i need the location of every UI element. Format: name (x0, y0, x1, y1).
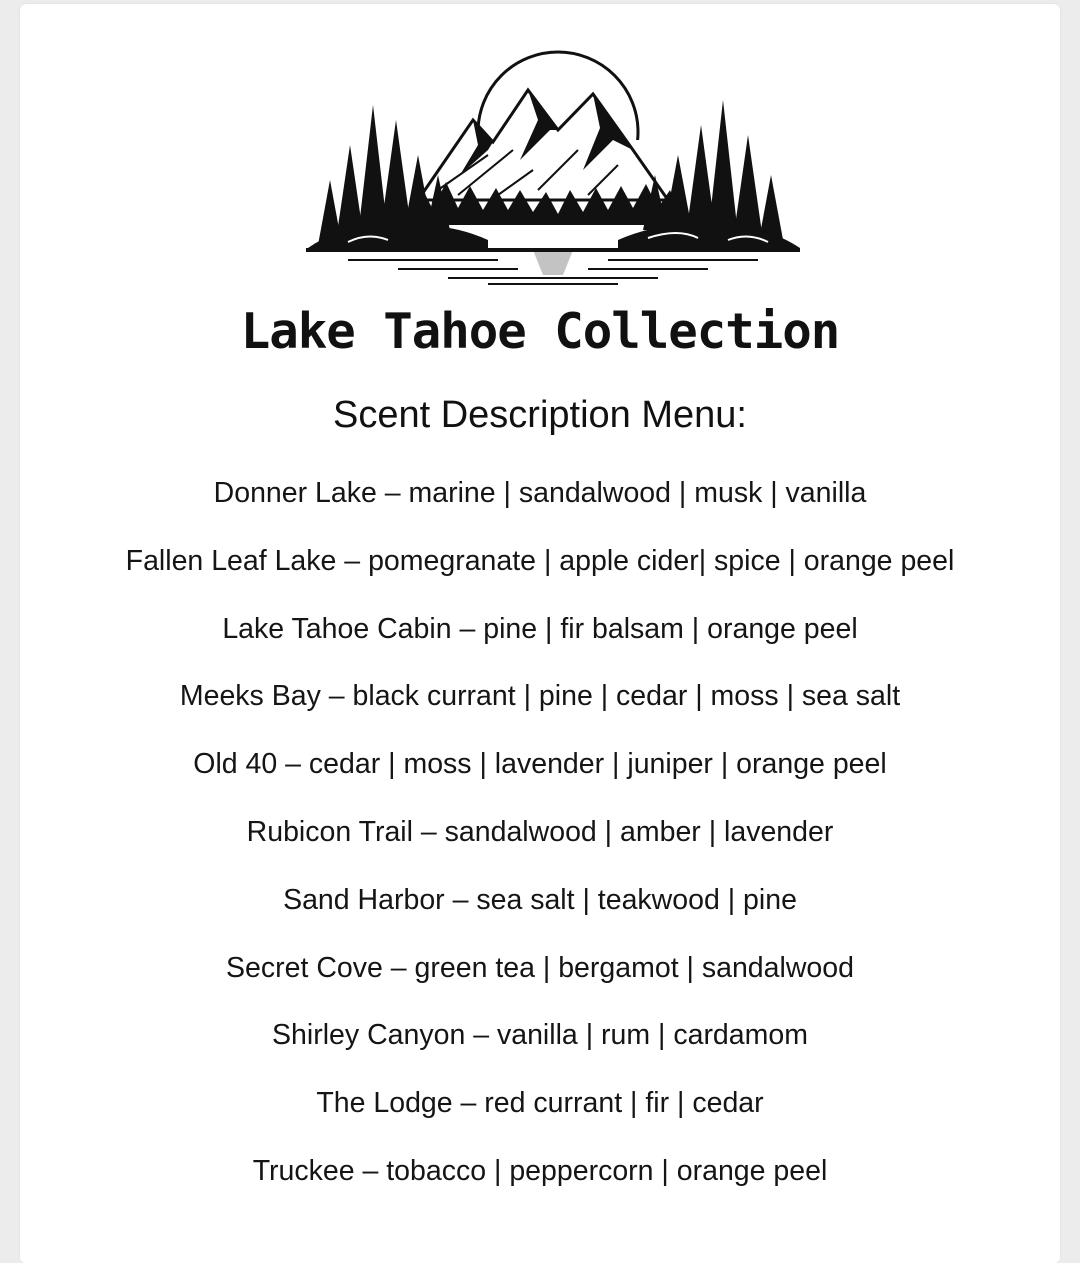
mountain-lake-forest-icon (288, 50, 818, 286)
scent-item-shirley-canyon: Shirley Canyon – vanilla | rum | cardamom (272, 1019, 808, 1052)
scent-item-sand-harbor: Sand Harbor – sea salt | teakwood | pine (283, 883, 797, 916)
scent-item-rubicon-trail: Rubicon Trail – sandalwood | amber | lavender (246, 815, 834, 848)
collection-title: Lake Tahoe Collection (240, 303, 840, 360)
menu-page (20, 4, 1060, 1263)
scent-item-old-40: Old 40 – cedar | moss | lavender | juniper | orange peel (193, 748, 887, 781)
scent-item-lake-tahoe-cabin: Lake Tahoe Cabin – pine | fir balsam | orange peel (222, 612, 858, 645)
scent-item-donner-lake: Donner Lake – marine | sandalwood | musk | vanilla (213, 477, 867, 509)
scent-item-the-lodge: The Lodge – red currant | fir | cedar (316, 1087, 764, 1120)
scent-item-truckee: Truckee – tobacco | peppercorn | orange peel (252, 1154, 828, 1187)
scent-item-meeks-bay: Meeks Bay – black currant | pine | cedar | moss | sea salt (179, 680, 901, 713)
scent-item-secret-cove: Secret Cove – green tea | bergamot | sandalwood (226, 951, 854, 984)
scent-item-fallen-leaf-lake: Fallen Leaf Lake – pomegranate | apple cider| spice | orange peel (125, 544, 955, 577)
menu-subtitle: Scent Description Menu: (333, 394, 747, 436)
scent-list (20, 470, 1060, 1216)
